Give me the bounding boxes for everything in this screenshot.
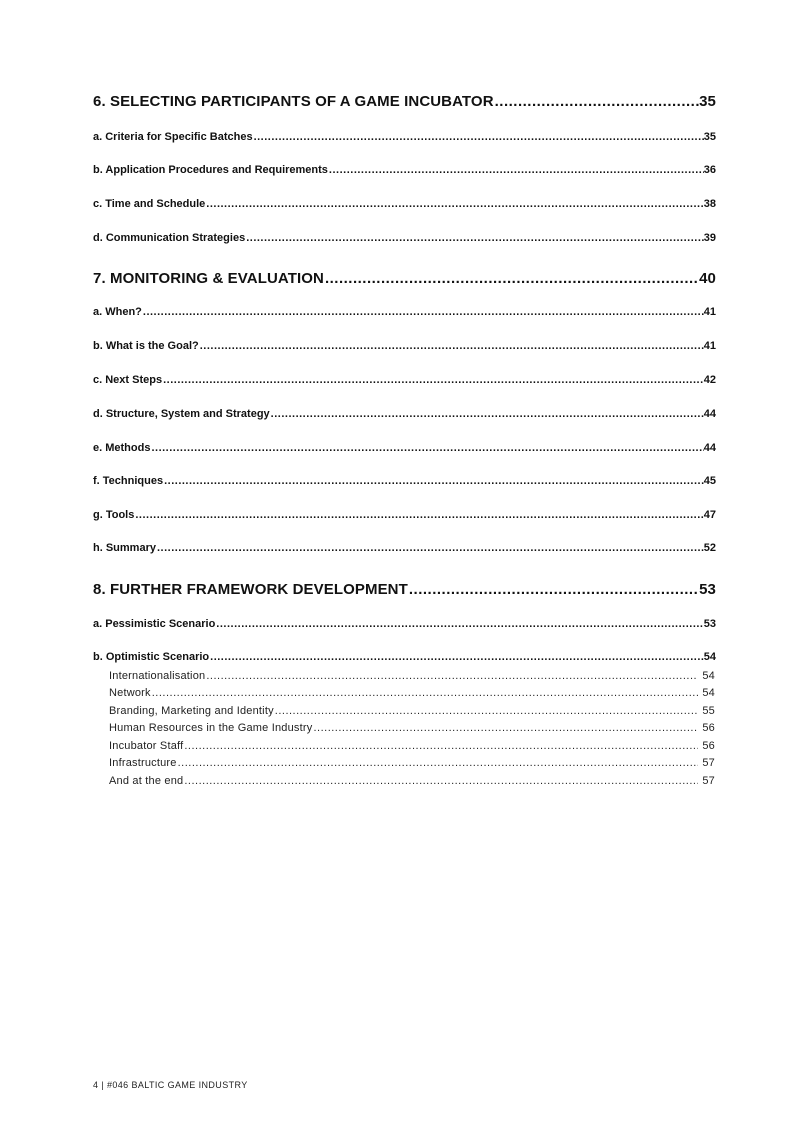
toc-entry-title: e. Methods [93, 442, 151, 454]
dot-leader [495, 93, 699, 110]
dot-leader [184, 775, 698, 787]
toc-entry-page: 57 [702, 757, 715, 769]
toc-entry[interactable] [93, 270, 716, 287]
dot-leader [325, 270, 699, 287]
toc-entry-page: 36 [703, 164, 716, 176]
toc-entry-title: Human Resources in the Game Industry [109, 722, 313, 734]
toc-entry-title: c. Time and Schedule [93, 198, 206, 210]
dot-leader [206, 670, 698, 682]
toc-entry-title: c. Next Steps [93, 374, 163, 386]
toc-entry[interactable] [93, 306, 716, 318]
dot-leader [210, 651, 704, 663]
dot-leader [152, 687, 699, 699]
dot-leader [216, 618, 703, 630]
dot-leader [151, 442, 703, 454]
dot-leader [164, 475, 704, 487]
toc-entry-title: Incubator Staff [109, 740, 184, 752]
dot-leader [200, 340, 704, 352]
toc-entry[interactable] [93, 232, 716, 244]
page-footer: 4 | #046 BALTIC GAME INDUSTRY [93, 1080, 248, 1090]
dot-leader [206, 198, 703, 210]
toc-entry-title: d. Communication Strategies [93, 232, 246, 244]
toc-entry-page: 35 [699, 93, 716, 110]
toc-entry[interactable] [93, 581, 716, 598]
toc-entry-page: 39 [703, 232, 716, 244]
dot-leader [246, 232, 704, 244]
toc-entry[interactable] [93, 408, 716, 420]
toc-entry-page: 35 [703, 131, 716, 143]
toc-entry-title: And at the end [109, 775, 184, 787]
dot-leader [178, 757, 699, 769]
toc-entry-page: 44 [703, 408, 716, 420]
toc-entry-title: b. What is the Goal? [93, 340, 199, 352]
toc-entry[interactable] [109, 670, 715, 682]
dot-leader [313, 722, 698, 734]
toc-entry-title: Internationalisation [109, 670, 206, 682]
toc-entry[interactable] [93, 374, 716, 386]
toc-entry-title: a. Pessimistic Scenario [93, 618, 216, 630]
toc-entry-page: 45 [703, 475, 716, 487]
toc-entry-page: 53 [699, 581, 716, 598]
toc-entry-page: 42 [703, 374, 716, 386]
toc-entry-title: a. When? [93, 306, 142, 318]
toc-entry-title: 8. FURTHER FRAMEWORK DEVELOPMENT [93, 581, 408, 598]
toc-entry[interactable] [93, 542, 716, 554]
toc-entry[interactable] [93, 340, 716, 352]
dot-leader [135, 509, 703, 521]
toc-entry-page: 56 [702, 740, 715, 752]
toc-entry[interactable] [93, 131, 716, 143]
toc-entry-title: g. Tools [93, 509, 135, 521]
dot-leader [157, 542, 704, 554]
toc-entry[interactable] [93, 164, 716, 176]
dot-leader [184, 740, 698, 752]
toc-entry-page: 38 [703, 198, 716, 210]
toc-entry-page: 53 [703, 618, 716, 630]
toc-entry-title: h. Summary [93, 542, 156, 554]
toc-entry[interactable] [109, 775, 715, 787]
toc-entry-page: 55 [702, 705, 715, 717]
dot-leader [271, 408, 704, 420]
toc-entry[interactable] [109, 722, 715, 734]
toc-entry[interactable] [109, 740, 715, 752]
toc-entry[interactable] [93, 618, 716, 630]
toc-entry[interactable] [109, 687, 715, 699]
toc-entry-title: Branding, Marketing and Identity [109, 705, 274, 717]
toc-entry[interactable] [93, 509, 716, 521]
dot-leader [329, 164, 704, 176]
toc-entry[interactable] [93, 198, 716, 210]
dot-leader [163, 374, 704, 386]
toc-entry-title: b. Optimistic Scenario [93, 651, 210, 663]
dot-leader [143, 306, 704, 318]
toc-entry-title: b. Application Procedures and Requirements [93, 164, 328, 176]
toc-entry-title: a. Criteria for Specific Batches [93, 131, 253, 143]
toc-entry-page: 54 [702, 670, 715, 682]
toc-entry-title: f. Techniques [93, 475, 164, 487]
dot-leader [254, 131, 704, 143]
toc-entry-title: Infrastructure [109, 757, 177, 769]
toc-entry-page: 54 [702, 687, 715, 699]
toc-entry-page: 54 [703, 651, 716, 663]
toc-entry-title: d. Structure, System and Strategy [93, 408, 270, 420]
toc-entry-page: 41 [703, 306, 716, 318]
toc-entry-title: Network [109, 687, 151, 699]
toc-entry-page: 44 [703, 442, 716, 454]
toc-entry-title: 6. SELECTING PARTICIPANTS OF A GAME INCUBATOR [93, 93, 494, 110]
toc-entry-page: 57 [702, 775, 715, 787]
toc-entry[interactable] [109, 757, 715, 769]
toc-entry-title: 7. MONITORING & EVALUATION [93, 270, 324, 287]
toc-entry[interactable] [109, 705, 715, 717]
toc-entry[interactable] [93, 442, 716, 454]
toc-entry-page: 40 [699, 270, 716, 287]
toc-entry-page: 52 [703, 542, 716, 554]
toc-entry[interactable] [93, 93, 716, 110]
toc-entry-page: 56 [702, 722, 715, 734]
toc-entry-page: 47 [703, 509, 716, 521]
dot-leader [275, 705, 699, 717]
toc-entry-page: 41 [703, 340, 716, 352]
toc-entry[interactable] [93, 475, 716, 487]
toc-entry[interactable] [93, 651, 716, 663]
dot-leader [409, 581, 699, 598]
